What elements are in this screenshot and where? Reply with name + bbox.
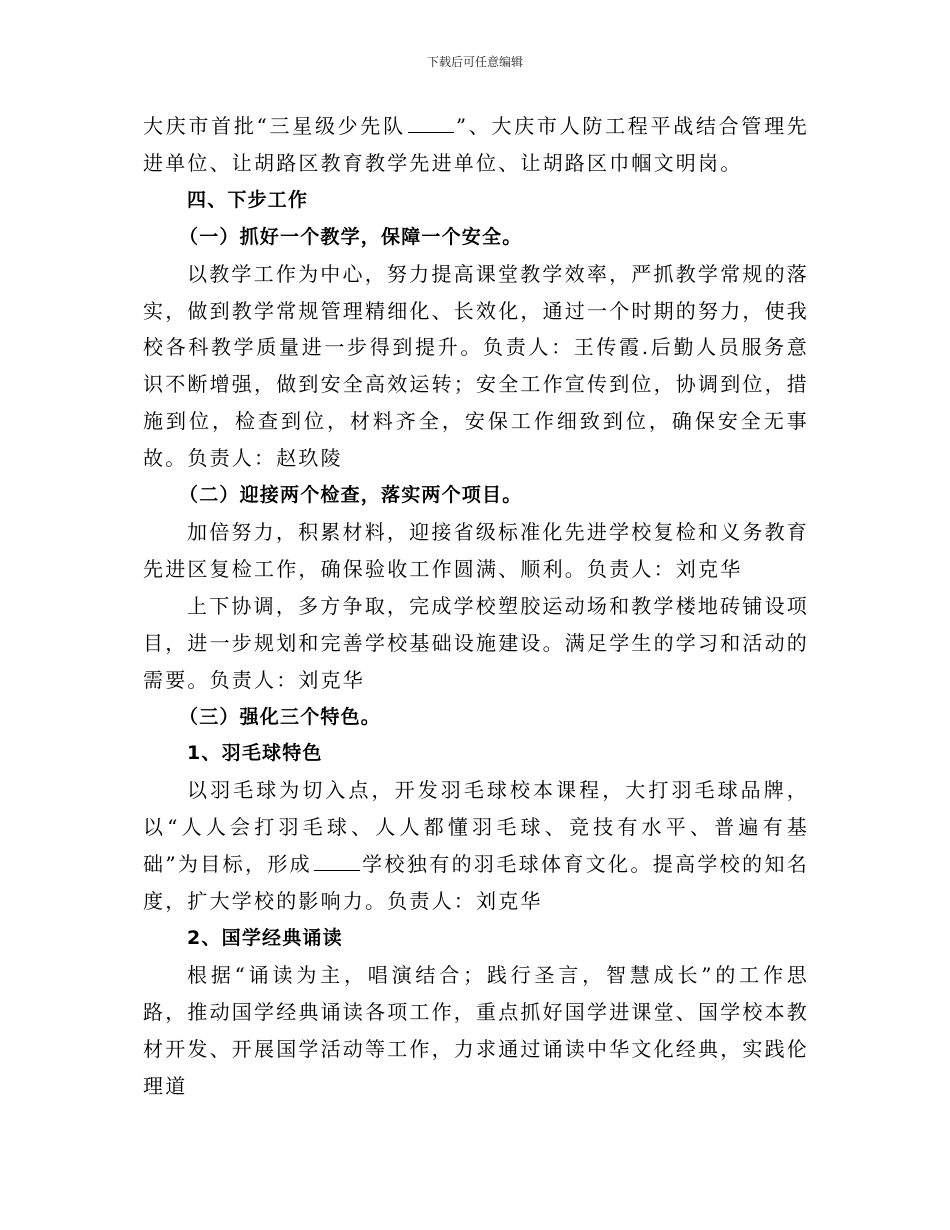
paragraph-badminton [143, 772, 809, 920]
heading-badminton: 1、羽毛球特色 [187, 742, 323, 765]
heading-next-steps: 四、下步工作 [187, 188, 309, 211]
paragraph-honors-part2: ”、大庆市人防工程平战结合管理先进单位、让胡路区教育教学先进单位、让胡路区巾帼文明岗。 [143, 114, 809, 175]
page-header: 下载后可任意编辑 [426, 55, 523, 69]
heading-three-features: （三）强化三个特色。 [179, 705, 382, 728]
blank-underline [408, 114, 454, 133]
document-body [143, 108, 809, 1104]
paragraph-projects: 上下协调，多方争取，完成学校塑胶运动场和教学楼地砖铺设项目，进一步规划和完善学校基础设施建设。满足学生的学习和活动的需要。负责人：刘克华 [143, 593, 809, 692]
heading-classics-reading: 2、国学经典诵读 [187, 926, 343, 949]
paragraph-badminton-part2: 学校独有的羽毛球体育文化。提高学校的知名度，扩大学校的影响力。负责人：刘克华 [143, 852, 810, 914]
blank-underline [314, 852, 360, 871]
paragraph-honors-part1: 大庆市首批“三星级少先队 [143, 114, 406, 138]
paragraph-classics-reading: 根据“诵读为主，唱演结合；践行圣言，智慧成长”的工作思路，推动国学经典诵读各项工作，重点抓好国学进课堂、国学校本教材开发、开展国学活动等工作，力求通过诵读中华文化经典，实践伦理道 [143, 962, 809, 1098]
paragraph-badminton-part1: 以羽毛球为切入点，开发羽毛球校本课程，大打羽毛球品牌，以“人人会打羽毛球、人人都懂羽毛球、竞技有水平、普遍有基础”为目标，形成 [143, 778, 809, 877]
paragraph-honors [143, 108, 809, 182]
paragraph-inspections: 加倍努力，积累材料，迎接省级标准化先进学校复检和义务教育先进区复检工作，确保验收工作圆满、顺利。负责人：刘克华 [143, 519, 809, 581]
paragraph-teaching-safety: 以教学工作为中心，努力提高课堂教学效率，严抓教学常规的落实，做到教学常规管理精细化、长效化，通过一个时期的努力，使我校各科教学质量进一步得到提升。负责人：王传霞.后勤人员服务意识不断增强，做到安全高效运转；安全工作宣传到位，协调到位，措施到位，检查到位，材料齐全，安保工作细致到位，确保安全无事故。负责人：赵玖陵 [143, 261, 809, 471]
heading-teaching-safety: （一）抓好一个教学，保障一个安全。 [179, 225, 523, 248]
heading-inspections-projects: （二）迎接两个检查，落实两个项目。 [179, 484, 523, 507]
